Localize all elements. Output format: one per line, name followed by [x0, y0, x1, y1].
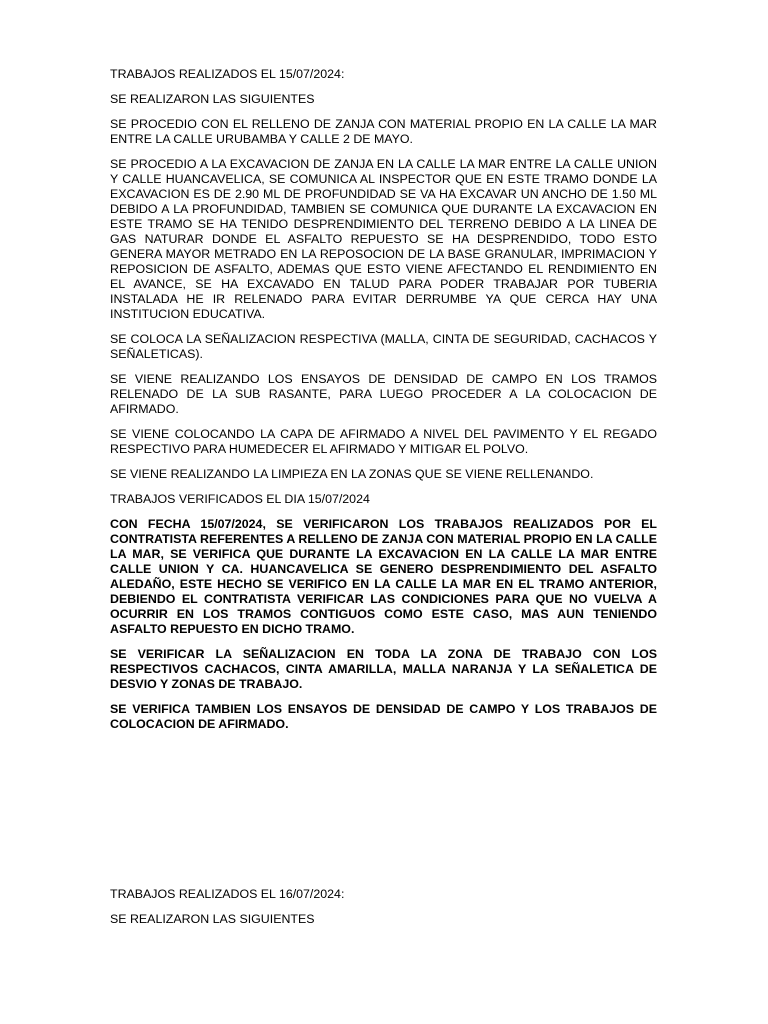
- work-paragraph: SE PROCEDIO CON EL RELLENO DE ZANJA CON MATERIAL PROPIO EN LA CALLE LA MAR ENTRE LA CALLE URUBAMBA Y CALLE 2 DE MAYO.: [110, 117, 657, 146]
- blank-space: [110, 742, 657, 887]
- document-body: [110, 67, 657, 937]
- section-heading-16-07: TRABAJOS REALIZADOS EL 16/07/2024:: [110, 887, 345, 901]
- work-paragraph: SE PROCEDIO A LA EXCAVACION DE ZANJA EN LA CALLE LA MAR ENTRE LA CALLE UNION Y CALLE HUANCAVELICA, SE COMUNICA AL INSPECTOR QUE EN ESTE TRAMO DONDE LA EXCAVACION ES DE 2.90 ML DE PROFUNDIDAD SE VA HA EXCAVAR UN ANCHO DE 1.50 ML DEBIDO A LA PROFUNDIDAD, TAMBIEN SE COMUNICA QUE DURANTE LA EXCAVACION EN ESTE TRAMO SE HA TENIDO DESPRENDIMIENTO DEL TERRENO DEBIDO A LA LINEA DE GAS NATURAR DONDE EL ASFALTO REPUESTO SE HA DESPRENDIDO, TODO ESTO GENERA MAYOR METRADO EN LA REPOSOCION DE LA BASE GRANULAR, IMPRIMACION Y REPOSICION DE ASFALTO, ADEMAS QUE ESTO VIENE AFECTANDO EL RENDIMIENTO EN EL AVANCE, SE HA EXCAVADO EN TALUD PARA PODER TRABAJAR POR TUBERIA INSTALADA HE IR RELENADO PARA EVITAR DERRUMBE YA QUE CERCA HAY UNA INSTITUCION EDUCATIVA.: [110, 157, 657, 321]
- verification-paragraph: CON FECHA 15/07/2024, SE VERIFICARON LOS TRABAJOS REALIZADOS POR EL CONTRATISTA REFERENTES A RELLENO DE ZANJA CON MATERIAL PROPIO EN LA CALLE LA MAR, SE VERIFICA QUE DURANTE LA EXCAVACION EN LA CALLE LA MAR ENTRE CALLE UNION Y CA. HUANCAVELICA SE GENERO DESPRENDIMIENTO DEL ASFALTO ALEDAÑO, ESTE HECHO SE VERIFICO EN LA CALLE LA MAR EN EL TRAMO ANTERIOR, DEBIENDO EL CONTRATISTA VERIFICAR LAS CONDICIONES PARA QUE NO VUELVA A OCURRIR EN LOS TRAMOS CONTIGUOS COMO ESTE CASO, MAS AUN TENIENDO ASFALTO REPUESTO EN DICHO TRAMO.: [110, 517, 657, 636]
- verification-paragraph: SE VERIFICA TAMBIEN LOS ENSAYOS DE DENSIDAD DE CAMPO Y LOS TRABAJOS DE COLOCACION DE AFIRMADO.: [110, 702, 657, 731]
- section-intro: SE REALIZARON LAS SIGUIENTES: [110, 912, 315, 926]
- work-paragraph: SE VIENE COLOCANDO LA CAPA DE AFIRMADO A NIVEL DEL PAVIMENTO Y EL REGADO RESPECTIVO PARA HUMEDECER EL AFIRMADO Y MITIGAR EL POLVO.: [110, 427, 657, 456]
- work-paragraph: SE VIENE REALIZANDO LA LIMPIEZA EN LA ZONAS QUE SE VIENE RELLENANDO.: [110, 467, 594, 481]
- section-heading-15-07: TRABAJOS REALIZADOS EL 15/07/2024:: [110, 67, 345, 81]
- verification-heading: TRABAJOS VERIFICADOS EL DIA 15/07/2024: [110, 492, 370, 506]
- work-paragraph: SE COLOCA LA SEÑALIZACION RESPECTIVA (MALLA, CINTA DE SEGURIDAD, CACHACOS Y SEÑALETICAS).: [110, 332, 657, 361]
- work-paragraph: SE VIENE REALIZANDO LOS ENSAYOS DE DENSIDAD DE CAMPO EN LOS TRAMOS RELENADO DE LA SUB RASANTE, PARA LUEGO PROCEDER A LA COLOCACION DE AFIRMADO.: [110, 372, 657, 416]
- verification-paragraph: SE VERIFICAR LA SEÑALIZACION EN TODA LA ZONA DE TRABAJO CON LOS RESPECTIVOS CACHACOS, CINTA AMARILLA, MALLA NARANJA Y LA SEÑALETICA DE DESVIO Y ZONAS DE TRABAJO.: [110, 647, 657, 691]
- section-intro: SE REALIZARON LAS SIGUIENTES: [110, 92, 315, 106]
